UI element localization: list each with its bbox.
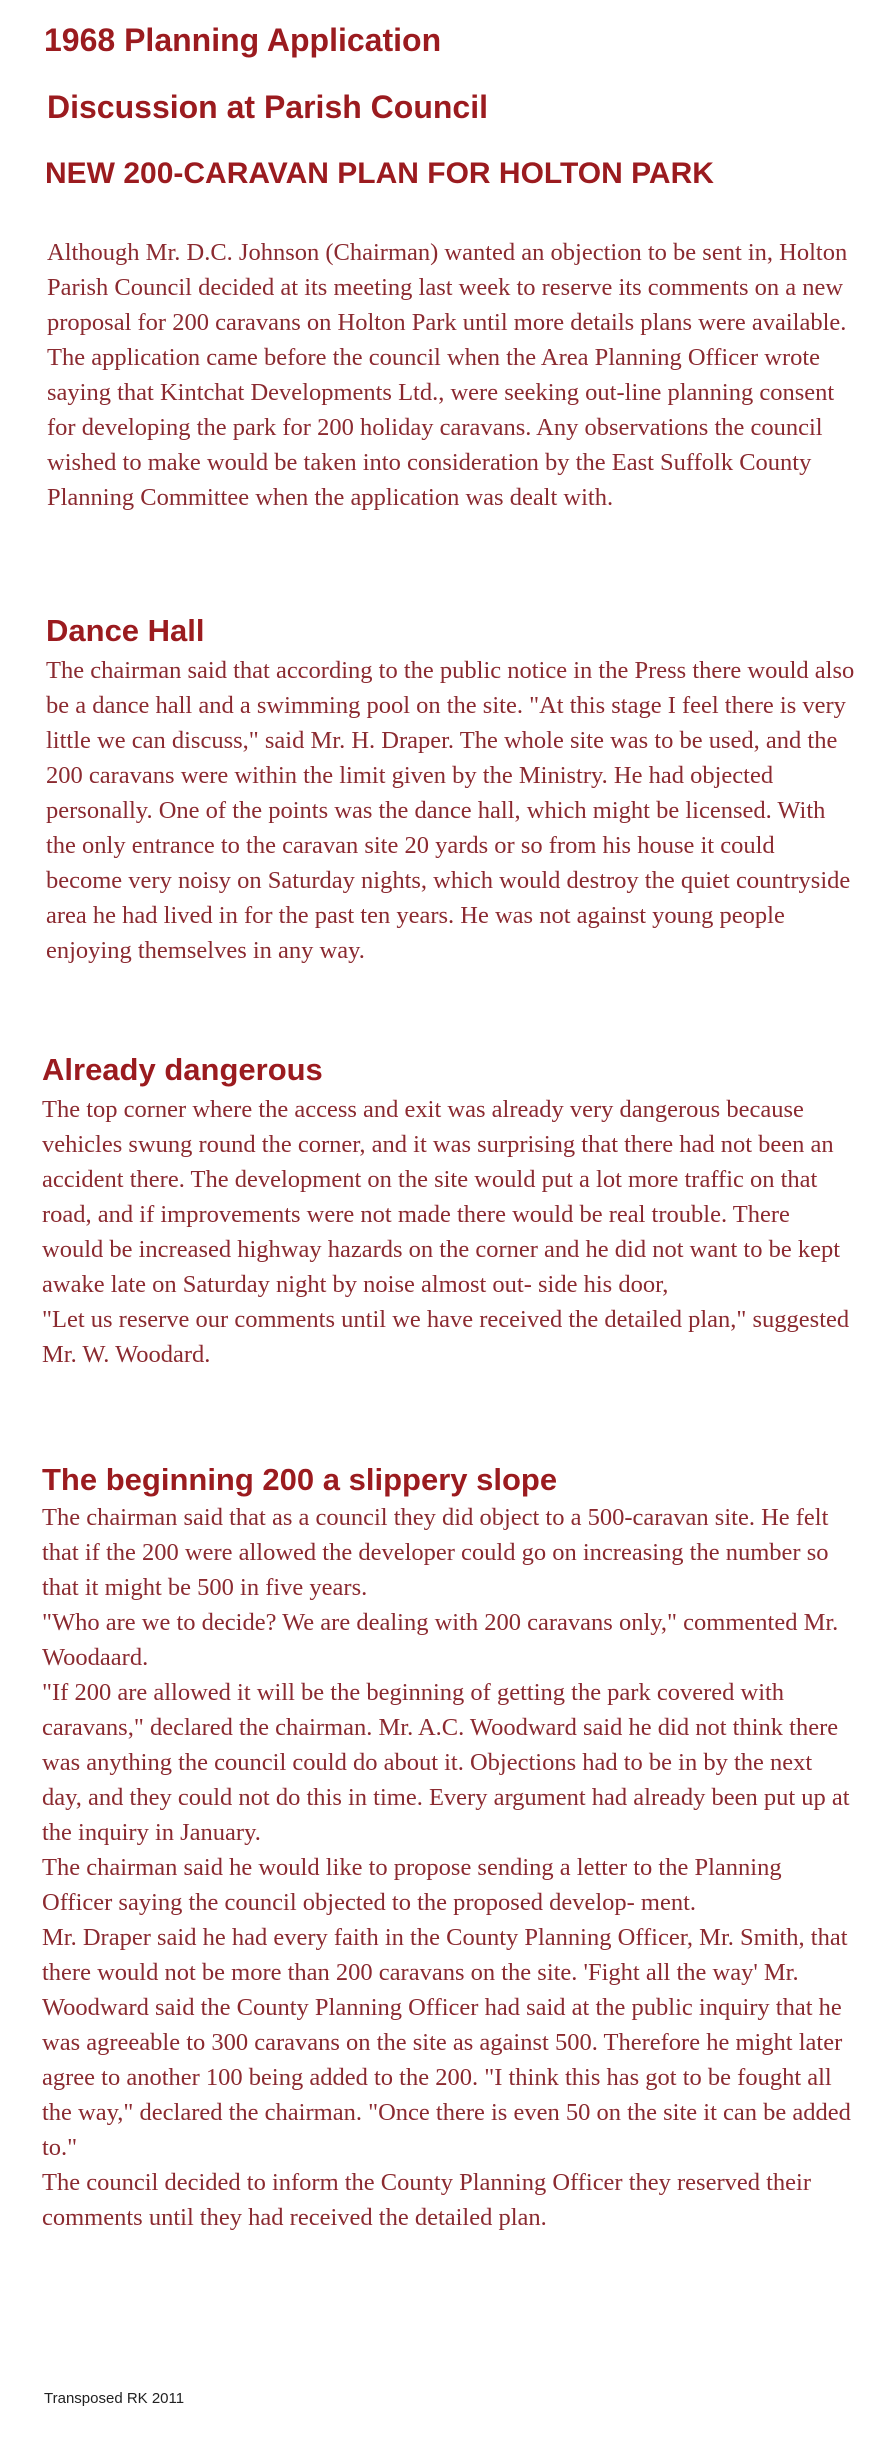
intro-paragraph: Although Mr. D.C. Johnson (Chairman) wanted an objection to be sent in, Holton Parish Council decided at its meeting last week to reserve its comments on a new proposal for 200 caravans on Holton Park until more details plans were available. bbox=[47, 239, 848, 336]
intro-paragraph: The application came before the council when the Area Planning Officer wrote saying that Kintchat Developments Ltd., were seeking out-line planning consent for developing the park for 200 holiday caravans. Any observations the council wished to make would be taken into consideration by the East Suffolk County Planning Committee when the application was dealt with. bbox=[47, 344, 835, 511]
section-heading-already-dangerous: Already dangerous bbox=[42, 1052, 323, 1087]
intro-block bbox=[47, 235, 852, 515]
body-paragraph: The council decided to inform the County Planning Officer they reserved their comments until they had received the detailed plan. bbox=[42, 2169, 812, 2231]
body-paragraph: Mr. Draper said he had every faith in the County Planning Officer, Mr. Smith, that there would not be more than 200 caravans on the site. 'Fight all the way' Mr. Woodward said the County Planning Officer had said at the public inquiry that he was agreeable to 300 caravans on the site as against 500. Therefore he might later agree to another 100 being added to the 200. "I think this has got to be fought all the way," declared the chairman. "Once there is even 50 on the site it can be added to." bbox=[42, 1924, 851, 2161]
section-slippery-slope-body bbox=[42, 1500, 856, 2235]
subtitle-discussion: Discussion at Parish Council bbox=[47, 89, 488, 125]
footer-credit: Transposed RK 2011 bbox=[44, 2390, 185, 2407]
body-paragraph: "If 200 are allowed it will be the beginning of getting the park covered with caravans," declared the chairman. Mr. A.C. Woodward said he did not think there was anything the council could do about it. Objections had to be in by the next day, and they could not do this in time. Every argument had already been put up at the inquiry in January. bbox=[42, 1679, 850, 1846]
body-paragraph: The chairman said he would like to propose sending a letter to the Planning Officer saying the council objected to the proposed develop- ment. bbox=[42, 1854, 782, 1916]
body-paragraph: "Let us reserve our comments until we have received the detailed plan," suggested Mr. W. Woodard. bbox=[42, 1306, 850, 1368]
section-heading-dance-hall: Dance Hall bbox=[46, 613, 205, 648]
body-paragraph: The chairman said that as a council they did object to a 500-caravan site. He felt that if the 200 were allowed the developer could go on increasing the number so that it might be 500 in five years. bbox=[42, 1504, 829, 1601]
section-heading-slippery-slope: The beginning 200 a slippery slope bbox=[42, 1462, 558, 1497]
body-paragraph: "Who are we to decide? We are dealing with 200 caravans only," commented Mr. Woodaard. bbox=[42, 1609, 839, 1671]
section-already-dangerous-body bbox=[42, 1092, 856, 1372]
body-paragraph: The chairman said that according to the public notice in the Press there would also be a dance hall and a swimming pool on the site. "At this stage I feel there is very little we can discuss," said Mr. H. Draper. The whole site was to be used, and the 200 caravans were within the limit given by the Ministry. He had objected personally. One of the points was the dance hall, which might be licensed. With the only entrance to the caravan site 20 yards or so from his house it could become very noisy on Saturday nights, which would destroy the quiet countryside area he had lived in for the past ten years. He was not against young people enjoying themselves in any way. bbox=[46, 657, 855, 964]
headline-caravan-plan: NEW 200-CARAVAN PLAN FOR HOLTON PARK bbox=[45, 157, 714, 190]
section-dance-hall-body bbox=[46, 653, 856, 968]
page-title: 1968 Planning Application bbox=[44, 22, 442, 58]
body-paragraph: The top corner where the access and exit was already very dangerous because vehicles swung round the corner, and it was surprising that there had not been an accident there. The development on the site would put a lot more traffic on that road, and if improvements were not made there would be real trouble. There would be increased highway hazards on the corner and he did not want to be kept awake late on Saturday night by noise almost out- side his door, bbox=[42, 1096, 841, 1298]
